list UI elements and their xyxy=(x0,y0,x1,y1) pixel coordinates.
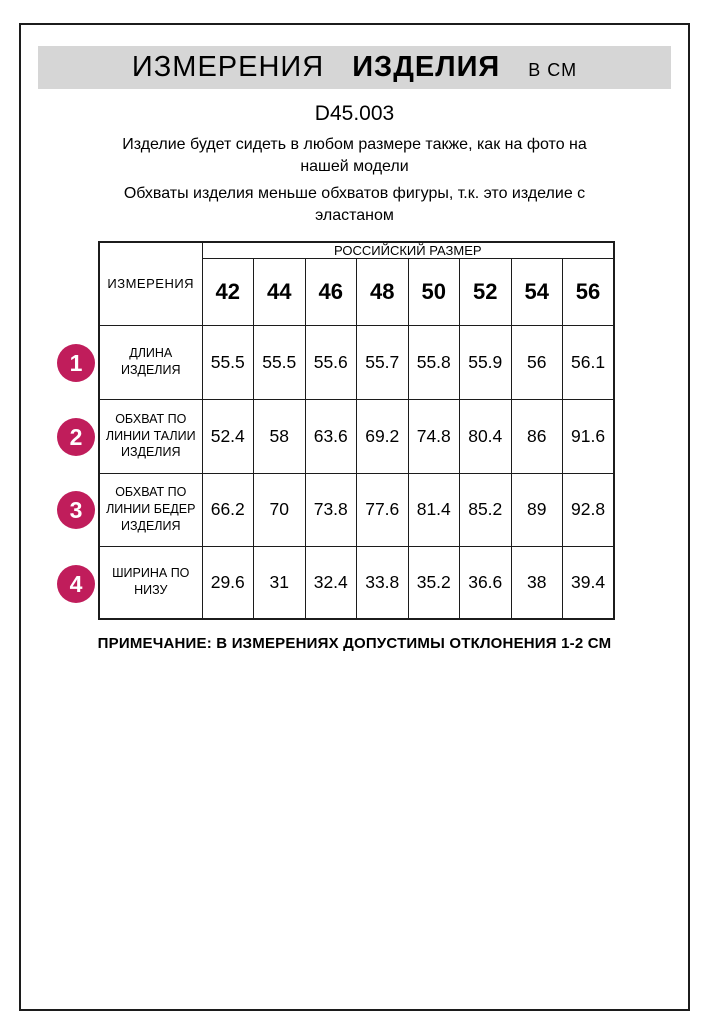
measurement-value-cell: 56 xyxy=(511,325,563,399)
measurement-value-cell: 55.9 xyxy=(460,325,512,399)
size-header-cell: 56 xyxy=(563,258,615,325)
measurement-value-cell: 35.2 xyxy=(408,546,460,619)
header-title-measurements: ИЗМЕРЕНИЯ xyxy=(131,51,325,83)
row-number-badge: 4 xyxy=(57,565,95,603)
measurement-value-cell: 85.2 xyxy=(460,473,512,546)
measurement-row xyxy=(99,325,614,399)
measurement-value-cell: 69.2 xyxy=(357,399,409,473)
header-units-label: В СМ xyxy=(528,60,578,80)
measurement-value-cell: 31 xyxy=(254,546,306,619)
measurement-value-cell: 80.4 xyxy=(460,399,512,473)
measurement-value-cell: 81.4 xyxy=(408,473,460,546)
row-number-badge: 2 xyxy=(57,418,95,456)
measurement-label: ДЛИНА ИЗДЕЛИЯ xyxy=(99,325,202,399)
measurement-row xyxy=(99,546,614,619)
measurement-label: ШИРИНА ПО НИЗУ xyxy=(99,546,202,619)
row-number-badge: 3 xyxy=(57,491,95,529)
measurement-value-cell: 55.5 xyxy=(202,325,254,399)
measurement-label: ОБХВАТ ПО ЛИНИИ ТАЛИИ ИЗДЕЛИЯ xyxy=(99,399,202,473)
intro-fit-note: Изделие будет сидеть в любом размере также, как на фото на нашей модели xyxy=(122,136,587,175)
page-frame xyxy=(19,23,690,1011)
measurement-value-cell: 32.4 xyxy=(305,546,357,619)
measurement-value-cell: 77.6 xyxy=(357,473,409,546)
measurement-value-cell: 29.6 xyxy=(202,546,254,619)
row-number-badge: 1 xyxy=(57,344,95,382)
size-group-row xyxy=(99,242,614,258)
size-table xyxy=(98,241,615,620)
measurement-value-cell: 33.8 xyxy=(357,546,409,619)
measurement-value-cell: 86 xyxy=(511,399,563,473)
measurement-value-cell: 58 xyxy=(254,399,306,473)
measurement-value-cell: 91.6 xyxy=(563,399,615,473)
measurement-value-cell: 55.8 xyxy=(408,325,460,399)
intro-stretch-note: Обхваты изделия меньше обхватов фигуры, т.к. это изделие с эластаном xyxy=(123,185,586,224)
size-header-cell: 48 xyxy=(357,258,409,325)
header-title-product: ИЗДЕЛИЯ xyxy=(352,51,501,83)
size-header-cell: 42 xyxy=(202,258,254,325)
measurement-value-cell: 38 xyxy=(511,546,563,619)
measurement-value-cell: 36.6 xyxy=(460,546,512,619)
measurements-column-header: ИЗМЕРЕНИЯ xyxy=(99,242,202,325)
measurement-value-cell: 52.4 xyxy=(202,399,254,473)
model-code: D45.003 xyxy=(314,102,395,125)
measurement-value-cell: 55.7 xyxy=(357,325,409,399)
measurement-value-cell: 63.6 xyxy=(305,399,357,473)
measurement-value-cell: 39.4 xyxy=(563,546,615,619)
tolerance-note: ПРИМЕЧАНИЕ: В ИЗМЕРЕНИЯХ ДОПУСТИМЫ ОТКЛОНЕНИЯ 1-2 СМ xyxy=(97,635,612,652)
measurement-value-cell: 55.6 xyxy=(305,325,357,399)
measurement-value-cell: 70 xyxy=(254,473,306,546)
measurement-row xyxy=(99,473,614,546)
size-header-cell: 50 xyxy=(408,258,460,325)
measurement-value-cell: 89 xyxy=(511,473,563,546)
measurement-value-cell: 92.8 xyxy=(563,473,615,546)
measurement-value-cell: 73.8 xyxy=(305,473,357,546)
measurement-value-cell: 74.8 xyxy=(408,399,460,473)
russian-size-header: РОССИЙСКИЙ РАЗМЕР xyxy=(202,242,614,258)
measurement-value-cell: 66.2 xyxy=(202,473,254,546)
measurement-value-cell: 55.5 xyxy=(254,325,306,399)
size-header-cell: 46 xyxy=(305,258,357,325)
header-bar xyxy=(38,46,671,89)
size-header-cell: 52 xyxy=(460,258,512,325)
measurement-label: ОБХВАТ ПО ЛИНИИ БЕДЕР ИЗДЕЛИЯ xyxy=(99,473,202,546)
measurement-value-cell: 56.1 xyxy=(563,325,615,399)
measurement-row xyxy=(99,399,614,473)
size-header-cell: 44 xyxy=(254,258,306,325)
size-header-cell: 54 xyxy=(511,258,563,325)
